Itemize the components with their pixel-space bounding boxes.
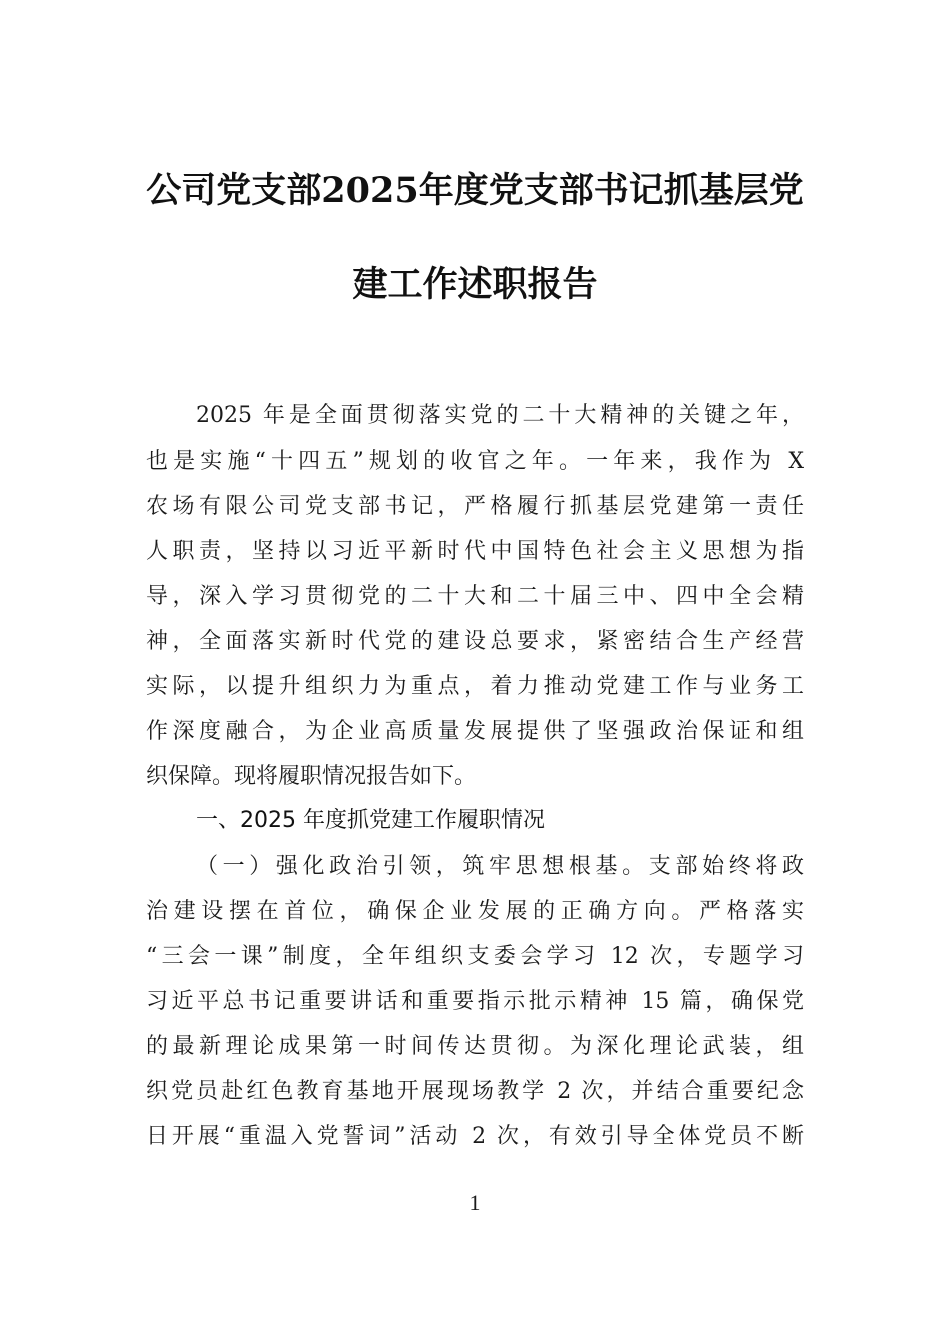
intro-paragraph-line: 人职责，坚持以习近平新时代中国特色社会主义思想为指 (146, 539, 804, 564)
subsection-paragraph-line: 织党员赴红色教育基地开展现场教学 2 次，并结合重要纪念 (146, 1079, 804, 1104)
subsection-paragraph-line: 的最新理论成果第一时间传达贯彻。为深化理论武装，组 (146, 1034, 804, 1059)
document-title-line-1: 公司党支部2025年度党支部书记抓基层党 (146, 170, 804, 211)
intro-paragraph-line: 导，深入学习贯彻党的二十大和二十届三中、四中全会精 (146, 584, 804, 609)
intro-paragraph-line: 也是实施“十四五”规划的收官之年。一年来，我作为 X (146, 449, 804, 474)
intro-paragraph-line: 织保障。现将履职情况报告如下。 (146, 764, 477, 789)
page-number: 1 (469, 1190, 481, 1215)
document-title-line-2: 建工作述职报告 (352, 264, 598, 305)
subsection-paragraph-line: （一）强化政治引领，筑牢思想根基。支部始终将政 (196, 854, 804, 879)
section-heading: 一、2025 年度抓党建工作履职情况 (196, 808, 545, 833)
subsection-paragraph-line: 习近平总书记重要讲话和重要指示批示精神 15 篇，确保党 (146, 989, 804, 1014)
intro-paragraph-line: 神，全面落实新时代党的建设总要求，紧密结合生产经营 (146, 629, 804, 654)
intro-paragraph-line: 农场有限公司党支部书记，严格履行抓基层党建第一责任 (146, 494, 804, 519)
intro-paragraph-line: 作深度融合，为企业高质量发展提供了坚强政治保证和组 (146, 719, 804, 744)
intro-paragraph-line: 2025 年是全面贯彻落实党的二十大精神的关键之年， (196, 403, 804, 428)
subsection-paragraph-line: 日开展“重温入党誓词”活动 2 次，有效引导全体党员不断 (146, 1124, 804, 1149)
subsection-paragraph-line: “三会一课”制度，全年组织支委会学习 12 次，专题学习 (146, 944, 804, 969)
intro-paragraph-line: 实际，以提升组织力为重点，着力推动党建工作与业务工 (146, 674, 804, 699)
subsection-paragraph-line: 治建设摆在首位，确保企业发展的正确方向。严格落实 (146, 899, 804, 924)
